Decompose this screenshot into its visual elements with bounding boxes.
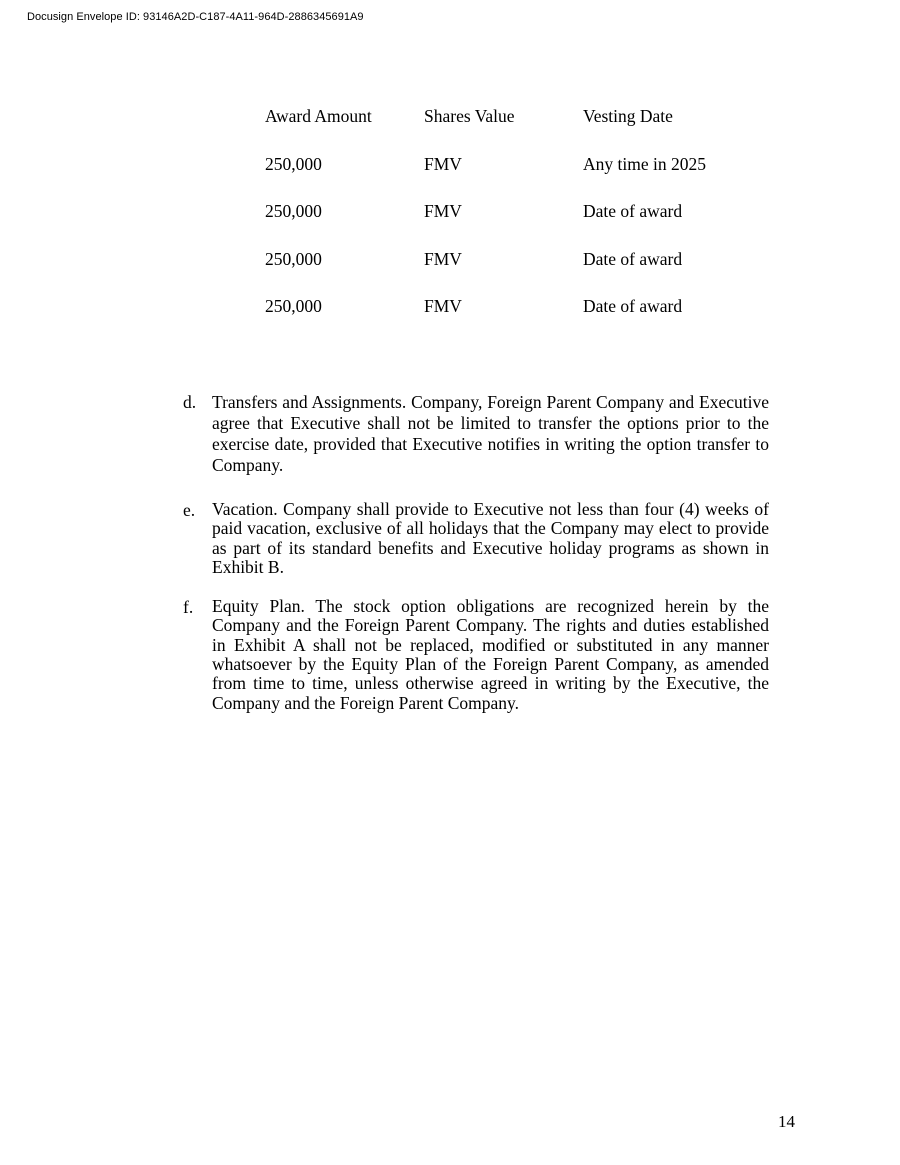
vesting-date-cell: Date of award bbox=[583, 296, 683, 316]
header-shares-value: Shares Value bbox=[424, 106, 515, 126]
award-table bbox=[265, 106, 783, 344]
award-amount-cell: 250,000 bbox=[265, 153, 322, 174]
docusign-envelope-id: Docusign Envelope ID: 93146A2D-C187-4A11-964D-2886345691A9 bbox=[27, 11, 364, 23]
header-award-amount: Award Amount bbox=[265, 106, 372, 126]
page-number: 14 bbox=[778, 1112, 795, 1131]
clause-marker: d. bbox=[183, 392, 197, 412]
vesting-date-cell: Date of award bbox=[583, 201, 683, 221]
table-row bbox=[265, 296, 783, 344]
vesting-date-cell: Date of award bbox=[583, 248, 683, 269]
shares-value-cell: FMV bbox=[424, 153, 462, 174]
table-row bbox=[265, 201, 783, 249]
shares-value-cell: FMV bbox=[424, 201, 462, 221]
clauses-list bbox=[183, 392, 769, 713]
clause-vacation bbox=[183, 500, 769, 577]
award-amount-cell: 250,000 bbox=[265, 201, 322, 221]
shares-value-cell: FMV bbox=[424, 248, 462, 269]
vesting-date-cell: Any time in 2025 bbox=[583, 153, 706, 174]
award-amount-cell: 250,000 bbox=[265, 296, 322, 316]
award-amount-cell: 250,000 bbox=[265, 248, 322, 269]
clause-marker: e. bbox=[183, 500, 196, 520]
shares-value-cell: FMV bbox=[424, 296, 462, 316]
clause-text: Transfers and Assignments. Company, Foreign Parent Company and Executive agree that Executive shall not be limited to transfer the options prior to the exercise date, provided that Executive notifies in writing the option transfer to Company. bbox=[212, 392, 769, 475]
clause-marker: f. bbox=[183, 597, 194, 618]
clause-text: Vacation. Company shall provide to Executive not less than four (4) weeks of paid vacation, exclusive of all holidays that the Company may elect to provide as part of its standard benefits and Executive holiday programs as shown in Exhibit B. bbox=[212, 499, 769, 577]
award-table-header-row bbox=[265, 106, 783, 154]
table-row bbox=[265, 154, 783, 202]
table-row bbox=[265, 249, 783, 297]
header-vesting-date: Vesting Date bbox=[583, 106, 673, 126]
clause-text: Equity Plan. The stock option obligations are recognized herein by the Company and the Foreign Parent Company. The rights and duties established in Exhibit A shall not be replaced, modified or substituted in any manner whatsoever by the Equity Plan of the Foreign Parent Company, as amended from time to time, unless otherwise agreed in writing by the Executive, the Company and the Foreign Parent Company. bbox=[212, 596, 769, 713]
clause-equity-plan bbox=[183, 597, 769, 713]
clause-transfers-and-assignments bbox=[183, 392, 769, 476]
